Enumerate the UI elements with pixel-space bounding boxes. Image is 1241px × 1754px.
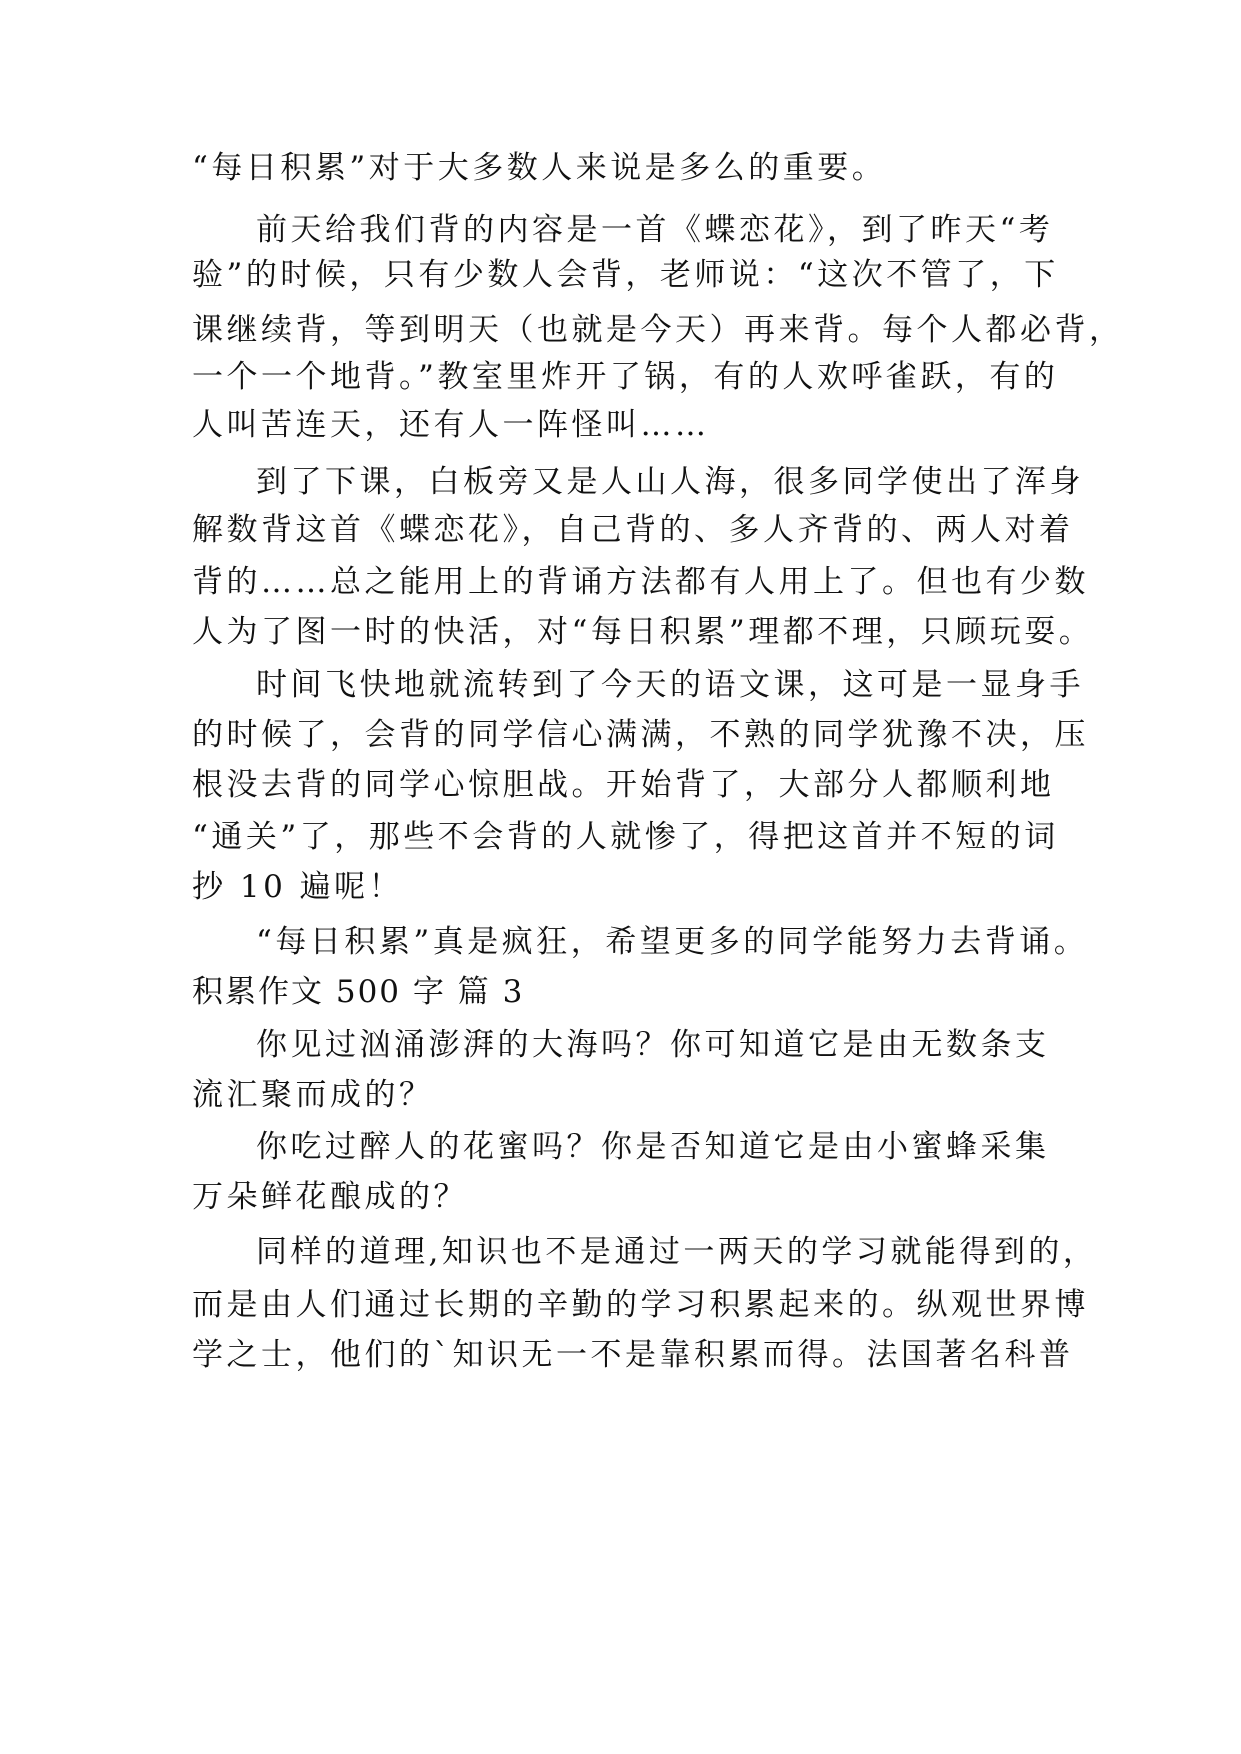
text-line: 根没去背的同学心惊胆战。开始背了，大部分人都顺利地 — [192, 767, 1055, 803]
paragraph-start-line: 到了下课，白板旁又是人山人海，很多同学使出了浑身 — [256, 464, 1084, 500]
paragraph-start-line: 前天给我们背的内容是一首《蝶恋花》，到了昨天“考 — [256, 212, 1054, 248]
text-line: 人叫苦连天，还有人一阵怪叫…… — [192, 407, 710, 443]
paragraph-start-line: 你吃过醉人的花蜜吗？你是否知道它是由小蜜蜂采集 — [256, 1129, 1050, 1165]
text-line: 流汇聚而成的？ — [192, 1077, 434, 1113]
text-line: 背的……总之能用上的背诵方法都有人用上了。但也有少数 — [192, 564, 1089, 600]
text-line: 验”的时候，只有少数人会背，老师说：“这次不管了，下 — [192, 257, 1059, 293]
text-line: 一个一个地背。”教室里炸开了锅，有的人欢呼雀跃，有的 — [192, 359, 1059, 395]
text-line: 人为了图一时的快活，对“每日积累”理都不理，只顾玩耍。 — [192, 614, 1094, 650]
text-line: 的时候了，会背的同学信心满满，不熟的同学犹豫不决，压 — [192, 717, 1089, 753]
text-line: 抄 10 遍呢！ — [192, 869, 404, 905]
text-line: 解数背这首《蝶恋花》，自己背的、多人齐背的、两人对着 — [192, 512, 1074, 548]
text-line: 万朵鲜花酿成的？ — [192, 1179, 468, 1215]
paragraph-start-line: 时间飞快地就流转到了今天的语文课，这可是一显身手 — [256, 667, 1084, 703]
text-line: “每日积累”对于大多数人来说是多么的重要。 — [192, 150, 887, 186]
text-line: “通关”了，那些不会背的人就惨了，得把这首并不短的词 — [192, 819, 1059, 855]
paragraph-start-line: “每日积累”真是疯狂，希望更多的同学能努力去背诵。 — [256, 924, 1089, 960]
paragraph-start-line: 同样的道理,知识也不是通过一两天的学习就能得到的， — [256, 1234, 1098, 1270]
text-line: 而是由人们通过长期的辛勤的学习积累起来的。纵观世界博 — [192, 1287, 1089, 1323]
paragraph-start-line: 你见过汹涌澎湃的大海吗？你可知道它是由无数条支 — [256, 1027, 1050, 1063]
text-line: 课继续背，等到明天（也就是今天）再来背。每个人都必背， — [192, 312, 1124, 348]
section-heading: 积累作文 500 字 篇 3 — [192, 974, 525, 1010]
text-line: 学之士，他们的`知识无一不是靠积累而得。法国著名科普 — [192, 1337, 1074, 1373]
